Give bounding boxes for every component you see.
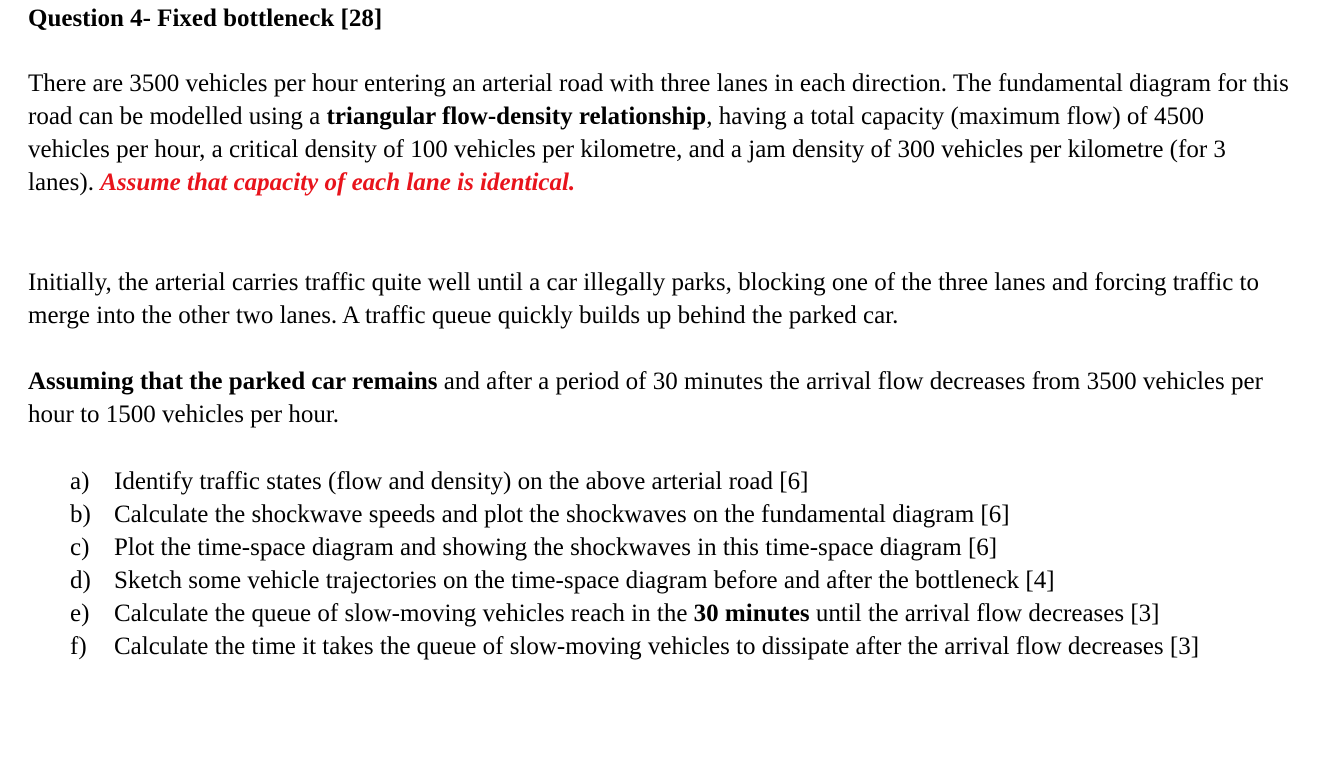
list-marker: e) xyxy=(70,600,90,627)
list-marker: d) xyxy=(70,567,91,594)
paragraph-text: , having a total capacity (maximum flow) of 4500 vehicles per hour, a critical density of 100 vehicles per kilometre, and a jam density of 300 vehicles per kilometre (for 3 lanes). xyxy=(28,103,1226,196)
list-item-text: Sketch some vehicle trajectories on the time-space diagram before and after the bottleneck [4] xyxy=(114,567,1055,594)
list-item-text: Identify traffic states (flow and density) on the above arterial road [6] xyxy=(114,468,809,495)
bold-phrase-parked-car: Assuming that the parked car remains xyxy=(28,368,438,395)
list-marker: f) xyxy=(70,633,87,660)
emphasis-assumption: Assume that capacity of each lane is identical. xyxy=(100,169,576,196)
list-item-a xyxy=(70,465,1295,498)
list-item-e xyxy=(70,597,1295,630)
paragraph-scenario: Initially, the arterial carries traffic quite well until a car illegally parks, blocking one of the three lanes and forcing traffic to merge into the other two lanes. A traffic queue quickly builds up behind the parked car. xyxy=(28,269,1259,329)
paragraph-condition xyxy=(28,365,1290,431)
list-item-b xyxy=(70,498,1295,531)
list-marker: c) xyxy=(70,534,90,561)
list-item-text xyxy=(114,597,1295,630)
bold-phrase-triangular-relationship: triangular flow-density relationship xyxy=(326,103,707,130)
list-item-d xyxy=(70,564,1295,597)
list-item-text: Plot the time-space diagram and showing the shockwaves in this time-space diagram [6] xyxy=(114,534,998,561)
list-item-text-part: until the arrival flow decreases [3] xyxy=(809,600,1160,627)
paragraph-problem-setup xyxy=(28,67,1290,199)
paragraph-text: There are 3500 vehicles per hour entering an arterial road with three lanes in each direction. The fundamental diagram for this road can be modelled using a xyxy=(28,70,1289,130)
list-marker: b) xyxy=(70,501,91,528)
list-item-f xyxy=(70,630,1295,663)
list-item-text: Calculate the shockwave speeds and plot the shockwaves on the fundamental diagram [6] xyxy=(114,501,1010,528)
list-marker: a) xyxy=(70,468,90,495)
list-item-c xyxy=(70,531,1295,564)
list-item-text: Calculate the time it takes the queue of slow-moving vehicles to dissipate after the arrival flow decreases [3] xyxy=(114,633,1200,660)
sub-question-list xyxy=(70,465,1295,663)
list-item-text-part: Calculate the queue of slow-moving vehicles reach in the xyxy=(114,600,694,627)
paragraph-text: and after a period of 30 minutes the arrival flow decreases from 3500 vehicles per hour to 1500 vehicles per hour. xyxy=(28,368,1263,428)
bold-phrase-30-minutes: 30 minutes xyxy=(693,600,810,627)
question-title: Question 4- Fixed bottleneck [28] xyxy=(28,5,383,32)
